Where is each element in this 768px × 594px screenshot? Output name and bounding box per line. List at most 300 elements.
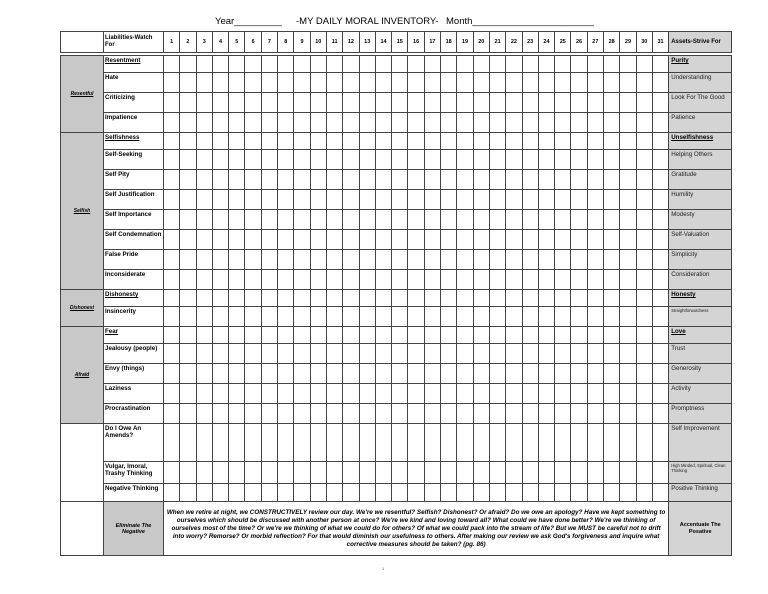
day-check-cell[interactable] [604,424,620,462]
day-check-cell[interactable] [522,113,538,133]
day-check-cell[interactable] [212,344,228,364]
day-check-cell[interactable] [375,462,391,484]
day-check-cell[interactable] [441,133,457,150]
day-check-cell[interactable] [441,404,457,424]
day-check-cell[interactable] [212,364,228,384]
day-check-cell[interactable] [424,307,440,327]
day-check-cell[interactable] [196,364,212,384]
day-check-cell[interactable] [620,210,636,230]
day-check-cell[interactable] [261,133,277,150]
day-check-cell[interactable] [245,190,261,210]
day-check-cell[interactable] [326,113,342,133]
day-check-cell[interactable] [180,150,196,170]
day-check-cell[interactable] [604,384,620,404]
day-check-cell[interactable] [636,270,652,290]
day-check-cell[interactable] [261,113,277,133]
day-check-cell[interactable] [408,484,424,502]
day-check-cell[interactable] [652,230,668,250]
day-check-cell[interactable] [489,462,505,484]
day-check-cell[interactable] [587,290,603,307]
day-check-cell[interactable] [278,290,294,307]
day-check-cell[interactable] [620,327,636,344]
day-check-cell[interactable] [473,484,489,502]
day-check-cell[interactable] [620,93,636,113]
day-check-cell[interactable] [473,424,489,462]
day-check-cell[interactable] [343,327,359,344]
day-check-cell[interactable] [506,170,522,190]
day-check-cell[interactable] [424,270,440,290]
day-check-cell[interactable] [375,56,391,73]
day-check-cell[interactable] [604,93,620,113]
day-check-cell[interactable] [164,404,180,424]
day-check-cell[interactable] [571,93,587,113]
day-check-cell[interactable] [506,210,522,230]
day-check-cell[interactable] [441,344,457,364]
day-check-cell[interactable] [310,384,326,404]
day-check-cell[interactable] [326,170,342,190]
day-check-cell[interactable] [212,210,228,230]
day-check-cell[interactable] [424,170,440,190]
day-check-cell[interactable] [310,290,326,307]
day-check-cell[interactable] [261,210,277,230]
day-check-cell[interactable] [261,270,277,290]
day-check-cell[interactable] [620,462,636,484]
day-check-cell[interactable] [587,150,603,170]
day-check-cell[interactable] [538,290,554,307]
day-check-cell[interactable] [489,327,505,344]
day-check-cell[interactable] [310,344,326,364]
day-check-cell[interactable] [196,250,212,270]
day-check-cell[interactable] [343,190,359,210]
day-check-cell[interactable] [587,250,603,270]
day-check-cell[interactable] [343,250,359,270]
day-check-cell[interactable] [473,462,489,484]
day-check-cell[interactable] [587,170,603,190]
day-check-cell[interactable] [652,404,668,424]
day-check-cell[interactable] [278,73,294,93]
day-check-cell[interactable] [164,462,180,484]
day-check-cell[interactable] [343,364,359,384]
day-check-cell[interactable] [473,73,489,93]
day-check-cell[interactable] [441,462,457,484]
day-check-cell[interactable] [294,93,310,113]
day-check-cell[interactable] [164,170,180,190]
day-check-cell[interactable] [424,93,440,113]
day-check-cell[interactable] [326,327,342,344]
day-check-cell[interactable] [180,364,196,384]
day-check-cell[interactable] [538,250,554,270]
day-check-cell[interactable] [343,93,359,113]
day-check-cell[interactable] [408,364,424,384]
day-check-cell[interactable] [180,250,196,270]
day-check-cell[interactable] [587,424,603,462]
day-check-cell[interactable] [587,384,603,404]
day-check-cell[interactable] [408,250,424,270]
day-check-cell[interactable] [196,150,212,170]
day-check-cell[interactable] [245,73,261,93]
day-check-cell[interactable] [343,462,359,484]
day-check-cell[interactable] [506,307,522,327]
day-check-cell[interactable] [571,290,587,307]
day-check-cell[interactable] [392,113,408,133]
day-check-cell[interactable] [620,484,636,502]
day-check-cell[interactable] [408,404,424,424]
day-check-cell[interactable] [506,484,522,502]
day-check-cell[interactable] [457,327,473,344]
day-check-cell[interactable] [424,404,440,424]
day-check-cell[interactable] [489,133,505,150]
day-check-cell[interactable] [375,364,391,384]
day-check-cell[interactable] [261,307,277,327]
day-check-cell[interactable] [604,364,620,384]
day-check-cell[interactable] [180,344,196,364]
day-check-cell[interactable] [652,307,668,327]
day-check-cell[interactable] [506,56,522,73]
day-check-cell[interactable] [441,250,457,270]
day-check-cell[interactable] [489,93,505,113]
day-check-cell[interactable] [620,170,636,190]
day-check-cell[interactable] [359,384,375,404]
day-check-cell[interactable] [164,73,180,93]
day-check-cell[interactable] [229,424,245,462]
day-check-cell[interactable] [555,404,571,424]
day-check-cell[interactable] [652,190,668,210]
day-check-cell[interactable] [310,484,326,502]
day-check-cell[interactable] [522,230,538,250]
day-check-cell[interactable] [229,364,245,384]
day-check-cell[interactable] [326,250,342,270]
day-check-cell[interactable] [229,230,245,250]
day-check-cell[interactable] [408,133,424,150]
day-check-cell[interactable] [424,424,440,462]
day-check-cell[interactable] [392,424,408,462]
day-check-cell[interactable] [278,307,294,327]
day-check-cell[interactable] [294,307,310,327]
day-check-cell[interactable] [310,190,326,210]
day-check-cell[interactable] [473,270,489,290]
day-check-cell[interactable] [261,150,277,170]
day-check-cell[interactable] [212,190,228,210]
day-check-cell[interactable] [506,404,522,424]
day-check-cell[interactable] [457,290,473,307]
day-check-cell[interactable] [229,462,245,484]
day-check-cell[interactable] [652,290,668,307]
day-check-cell[interactable] [180,133,196,150]
day-check-cell[interactable] [212,424,228,462]
day-check-cell[interactable] [522,404,538,424]
day-check-cell[interactable] [359,307,375,327]
day-check-cell[interactable] [212,307,228,327]
day-check-cell[interactable] [489,484,505,502]
day-check-cell[interactable] [278,327,294,344]
day-check-cell[interactable] [506,133,522,150]
day-check-cell[interactable] [473,307,489,327]
day-check-cell[interactable] [555,56,571,73]
day-check-cell[interactable] [229,270,245,290]
day-check-cell[interactable] [620,56,636,73]
day-check-cell[interactable] [180,290,196,307]
day-check-cell[interactable] [359,327,375,344]
day-check-cell[interactable] [359,364,375,384]
day-check-cell[interactable] [196,424,212,462]
day-check-cell[interactable] [424,56,440,73]
day-check-cell[interactable] [538,230,554,250]
day-check-cell[interactable] [278,210,294,230]
day-check-cell[interactable] [604,484,620,502]
day-check-cell[interactable] [196,73,212,93]
day-check-cell[interactable] [375,150,391,170]
day-check-cell[interactable] [457,190,473,210]
day-check-cell[interactable] [473,113,489,133]
day-check-cell[interactable] [636,150,652,170]
day-check-cell[interactable] [424,250,440,270]
day-check-cell[interactable] [441,484,457,502]
day-check-cell[interactable] [489,190,505,210]
day-check-cell[interactable] [587,364,603,384]
day-check-cell[interactable] [326,133,342,150]
day-check-cell[interactable] [620,113,636,133]
day-check-cell[interactable] [278,170,294,190]
day-check-cell[interactable] [652,384,668,404]
day-check-cell[interactable] [343,56,359,73]
day-check-cell[interactable] [343,73,359,93]
day-check-cell[interactable] [441,56,457,73]
day-check-cell[interactable] [164,484,180,502]
day-check-cell[interactable] [489,344,505,364]
day-check-cell[interactable] [587,113,603,133]
day-check-cell[interactable] [408,462,424,484]
day-check-cell[interactable] [359,133,375,150]
day-check-cell[interactable] [571,270,587,290]
day-check-cell[interactable] [245,404,261,424]
day-check-cell[interactable] [457,344,473,364]
day-check-cell[interactable] [424,190,440,210]
day-check-cell[interactable] [457,484,473,502]
day-check-cell[interactable] [636,344,652,364]
day-check-cell[interactable] [261,170,277,190]
day-check-cell[interactable] [229,56,245,73]
day-check-cell[interactable] [457,307,473,327]
day-check-cell[interactable] [555,290,571,307]
day-check-cell[interactable] [620,290,636,307]
day-check-cell[interactable] [457,56,473,73]
day-check-cell[interactable] [441,150,457,170]
day-check-cell[interactable] [375,384,391,404]
day-check-cell[interactable] [473,404,489,424]
day-check-cell[interactable] [326,190,342,210]
day-check-cell[interactable] [457,384,473,404]
day-check-cell[interactable] [441,210,457,230]
day-check-cell[interactable] [604,210,620,230]
day-check-cell[interactable] [392,210,408,230]
day-check-cell[interactable] [343,133,359,150]
day-check-cell[interactable] [441,327,457,344]
day-check-cell[interactable] [326,93,342,113]
day-check-cell[interactable] [294,364,310,384]
day-check-cell[interactable] [180,113,196,133]
day-check-cell[interactable] [326,424,342,462]
day-check-cell[interactable] [408,327,424,344]
day-check-cell[interactable] [408,384,424,404]
day-check-cell[interactable] [652,150,668,170]
day-check-cell[interactable] [457,364,473,384]
day-check-cell[interactable] [555,270,571,290]
day-check-cell[interactable] [408,210,424,230]
day-check-cell[interactable] [164,290,180,307]
day-check-cell[interactable] [245,484,261,502]
day-check-cell[interactable] [538,56,554,73]
day-check-cell[interactable] [571,424,587,462]
day-check-cell[interactable] [392,190,408,210]
day-check-cell[interactable] [555,113,571,133]
day-check-cell[interactable] [359,462,375,484]
day-check-cell[interactable] [441,73,457,93]
day-check-cell[interactable] [180,270,196,290]
day-check-cell[interactable] [441,307,457,327]
day-check-cell[interactable] [587,344,603,364]
day-check-cell[interactable] [538,307,554,327]
day-check-cell[interactable] [457,270,473,290]
day-check-cell[interactable] [212,56,228,73]
day-check-cell[interactable] [604,307,620,327]
day-check-cell[interactable] [196,133,212,150]
day-check-cell[interactable] [408,424,424,462]
day-check-cell[interactable] [408,150,424,170]
day-check-cell[interactable] [278,484,294,502]
day-check-cell[interactable] [261,93,277,113]
day-check-cell[interactable] [392,384,408,404]
day-check-cell[interactable] [245,384,261,404]
day-check-cell[interactable] [359,484,375,502]
day-check-cell[interactable] [245,113,261,133]
day-check-cell[interactable] [375,230,391,250]
day-check-cell[interactable] [310,327,326,344]
day-check-cell[interactable] [441,270,457,290]
day-check-cell[interactable] [604,56,620,73]
day-check-cell[interactable] [229,190,245,210]
day-check-cell[interactable] [506,384,522,404]
day-check-cell[interactable] [620,270,636,290]
day-check-cell[interactable] [408,270,424,290]
day-check-cell[interactable] [278,384,294,404]
day-check-cell[interactable] [310,424,326,462]
day-check-cell[interactable] [538,364,554,384]
day-check-cell[interactable] [245,150,261,170]
day-check-cell[interactable] [441,93,457,113]
day-check-cell[interactable] [310,133,326,150]
day-check-cell[interactable] [326,484,342,502]
day-check-cell[interactable] [245,344,261,364]
day-check-cell[interactable] [278,113,294,133]
day-check-cell[interactable] [392,484,408,502]
day-check-cell[interactable] [457,424,473,462]
day-check-cell[interactable] [408,190,424,210]
day-check-cell[interactable] [212,133,228,150]
day-check-cell[interactable] [489,290,505,307]
day-check-cell[interactable] [473,384,489,404]
day-check-cell[interactable] [375,327,391,344]
day-check-cell[interactable] [604,190,620,210]
day-check-cell[interactable] [636,93,652,113]
day-check-cell[interactable] [652,113,668,133]
day-check-cell[interactable] [522,307,538,327]
day-check-cell[interactable] [636,190,652,210]
day-check-cell[interactable] [555,150,571,170]
day-check-cell[interactable] [587,56,603,73]
day-check-cell[interactable] [359,270,375,290]
day-check-cell[interactable] [636,462,652,484]
day-check-cell[interactable] [392,462,408,484]
day-check-cell[interactable] [261,404,277,424]
day-check-cell[interactable] [408,56,424,73]
day-check-cell[interactable] [229,73,245,93]
day-check-cell[interactable] [261,462,277,484]
day-check-cell[interactable] [571,384,587,404]
day-check-cell[interactable] [587,484,603,502]
day-check-cell[interactable] [180,462,196,484]
day-check-cell[interactable] [555,210,571,230]
day-check-cell[interactable] [424,484,440,502]
day-check-cell[interactable] [506,344,522,364]
day-check-cell[interactable] [245,93,261,113]
day-check-cell[interactable] [294,56,310,73]
day-check-cell[interactable] [555,133,571,150]
day-check-cell[interactable] [343,424,359,462]
day-check-cell[interactable] [375,290,391,307]
day-check-cell[interactable] [506,190,522,210]
day-check-cell[interactable] [538,404,554,424]
day-check-cell[interactable] [473,364,489,384]
day-check-cell[interactable] [408,170,424,190]
day-check-cell[interactable] [310,73,326,93]
day-check-cell[interactable] [604,150,620,170]
day-check-cell[interactable] [457,230,473,250]
day-check-cell[interactable] [294,344,310,364]
day-check-cell[interactable] [652,364,668,384]
day-check-cell[interactable] [359,250,375,270]
day-check-cell[interactable] [506,270,522,290]
day-check-cell[interactable] [441,364,457,384]
day-check-cell[interactable] [212,150,228,170]
day-check-cell[interactable] [229,170,245,190]
day-check-cell[interactable] [245,170,261,190]
day-check-cell[interactable] [555,424,571,462]
day-check-cell[interactable] [310,113,326,133]
day-check-cell[interactable] [424,290,440,307]
day-check-cell[interactable] [587,73,603,93]
day-check-cell[interactable] [212,327,228,344]
day-check-cell[interactable] [522,327,538,344]
day-check-cell[interactable] [620,307,636,327]
day-check-cell[interactable] [636,364,652,384]
day-check-cell[interactable] [375,307,391,327]
day-check-cell[interactable] [294,384,310,404]
day-check-cell[interactable] [424,344,440,364]
day-check-cell[interactable] [326,270,342,290]
day-check-cell[interactable] [571,364,587,384]
day-check-cell[interactable] [326,210,342,230]
day-check-cell[interactable] [489,270,505,290]
day-check-cell[interactable] [555,344,571,364]
day-check-cell[interactable] [212,404,228,424]
day-check-cell[interactable] [636,384,652,404]
day-check-cell[interactable] [424,113,440,133]
day-check-cell[interactable] [196,190,212,210]
day-check-cell[interactable] [652,210,668,230]
day-check-cell[interactable] [278,462,294,484]
day-check-cell[interactable] [294,190,310,210]
day-check-cell[interactable] [196,404,212,424]
